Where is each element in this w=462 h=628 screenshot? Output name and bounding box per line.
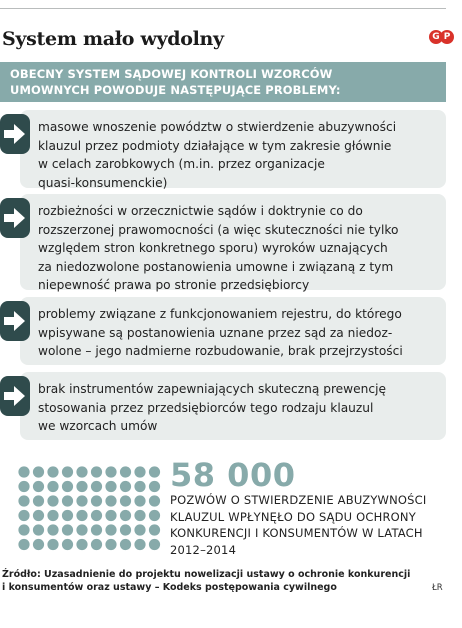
dot — [91, 510, 102, 521]
section-header — [0, 62, 446, 102]
problem-3-line-1: problemy związane z funkcjonowaniem rejestru, do którego — [38, 307, 402, 321]
dot — [134, 524, 145, 535]
dot — [91, 539, 102, 550]
problem-1-line-2: klauzul przez podmioty działające w tym zakresie głównie — [38, 138, 392, 153]
dot — [18, 524, 29, 535]
dot — [76, 466, 87, 477]
dot — [18, 495, 29, 506]
dot — [18, 466, 29, 477]
header-line-1: OBECNY SYSTEM SĄDOWEJ KONTROLI WZORCÓW — [10, 67, 333, 81]
dot — [105, 524, 116, 535]
dot — [62, 539, 73, 550]
dot — [91, 495, 102, 506]
dot — [149, 481, 160, 492]
problem-1-line-4: quasi-konsumenckie) — [38, 175, 168, 190]
arrow-right-icon — [0, 114, 30, 154]
arrow-right-icon — [0, 301, 30, 341]
problem-text-3 — [20, 297, 446, 365]
problem-2-line-3: względem stron konkretnego sporu) wyroków uznających — [38, 241, 388, 255]
problem-2-line-2: rozszerzonej prawomocności (a więc skuteczności nie tylko — [38, 222, 399, 237]
stat-line-4: 2012–2014 — [170, 542, 237, 557]
arrow-right-icon — [0, 376, 30, 416]
dot — [105, 466, 116, 477]
problem-4-line-1: brak instrumentów zapewniających skuteczną prewencję — [38, 382, 386, 396]
source-note — [2, 569, 442, 594]
dot — [33, 524, 44, 535]
dot — [33, 495, 44, 506]
problem-4-line-3: we wzorcach umów — [38, 419, 158, 433]
source-line-1: Źródło: Uzasadnienie do projektu nowelizacji ustawy o ochronie konkurencji — [2, 569, 411, 580]
dot — [76, 481, 87, 492]
dot — [47, 466, 58, 477]
logo-letter-p: P — [440, 30, 454, 44]
stat-line-2: KLAUZUL WPŁYNĘŁO DO SĄDU OCHRONY — [170, 509, 416, 524]
dot — [47, 510, 58, 521]
problem-text-2 — [20, 194, 446, 290]
dot — [149, 495, 160, 506]
dot — [120, 510, 131, 521]
author-initials: ŁR — [432, 583, 443, 593]
dot — [105, 481, 116, 492]
dot — [105, 495, 116, 506]
problem-2-line-5: niepewność prawa po stronie przedsiębiorcy — [38, 278, 310, 292]
dot — [76, 495, 87, 506]
dot — [120, 524, 131, 535]
dot — [33, 510, 44, 521]
dot — [62, 495, 73, 506]
dot — [18, 481, 29, 492]
dot — [134, 495, 145, 506]
dot-grid-graphic — [18, 466, 164, 552]
dot — [134, 510, 145, 521]
dot — [18, 539, 29, 550]
dot — [33, 539, 44, 550]
dot — [120, 466, 131, 477]
dot — [105, 539, 116, 550]
dot — [91, 481, 102, 492]
problem-3-line-2: wpisywane są postanowienia uznane przez sąd za niedoz- — [38, 325, 393, 340]
logo-letter-g: G — [429, 30, 443, 44]
dot — [149, 510, 160, 521]
dot — [149, 524, 160, 535]
dot — [134, 466, 145, 477]
stat-number: 58 000 — [170, 456, 296, 494]
dot — [47, 524, 58, 535]
problem-1-line-1: masowe wnoszenie powództw o stwierdzenie abuzywności — [38, 120, 397, 134]
page-title: System mało wydolny — [2, 28, 224, 50]
problem-4-line-2: stosowania przez przedsiębiorców tego rodzaju klauzul — [38, 400, 374, 415]
dot — [18, 510, 29, 521]
dot — [47, 495, 58, 506]
problem-2-line-4: za niedozwolone postanowienia umowne i związaną z tym — [38, 259, 394, 274]
dot — [62, 524, 73, 535]
problem-2-line-1: rozbieżności w orzecznictwie sądów i doktrynie co do — [38, 204, 363, 218]
dot — [33, 481, 44, 492]
dot — [149, 466, 160, 477]
dot — [149, 539, 160, 550]
brand-logo — [429, 30, 455, 44]
dot — [76, 539, 87, 550]
dot — [105, 510, 116, 521]
stat-line-3: KONKURENCJI I KONSUMENTÓW W LATACH — [170, 526, 423, 540]
arrow-right-icon — [0, 198, 30, 238]
dot — [62, 510, 73, 521]
problem-1-line-3: w celach zarobkowych (m.in. przez organizacje — [38, 157, 325, 171]
stat-description — [170, 492, 440, 558]
dot — [120, 495, 131, 506]
dot — [62, 481, 73, 492]
dot — [120, 481, 131, 492]
dot — [91, 524, 102, 535]
dot — [91, 466, 102, 477]
dot — [33, 466, 44, 477]
dot — [120, 539, 131, 550]
problem-text-1 — [20, 110, 446, 188]
dot — [47, 481, 58, 492]
header-line-2: UMOWNYCH POWODUJE NASTĘPUJĄCE PROBLEMY: — [10, 83, 341, 97]
dot — [47, 539, 58, 550]
dot — [134, 539, 145, 550]
problem-text-4 — [20, 372, 446, 440]
top-divider — [0, 8, 446, 9]
dot — [134, 481, 145, 492]
dot — [62, 466, 73, 477]
problem-3-line-3: wolone – jego nadmierne rozbudowanie, brak przejrzystości — [38, 344, 403, 358]
stat-line-1: POZWÓW O STWIERDZENIE ABUZYWNOŚCI — [170, 493, 427, 507]
dot — [76, 524, 87, 535]
source-line-2: i konsumentów oraz ustawy – Kodeks postępowania cywilnego — [2, 581, 337, 593]
dot — [76, 510, 87, 521]
